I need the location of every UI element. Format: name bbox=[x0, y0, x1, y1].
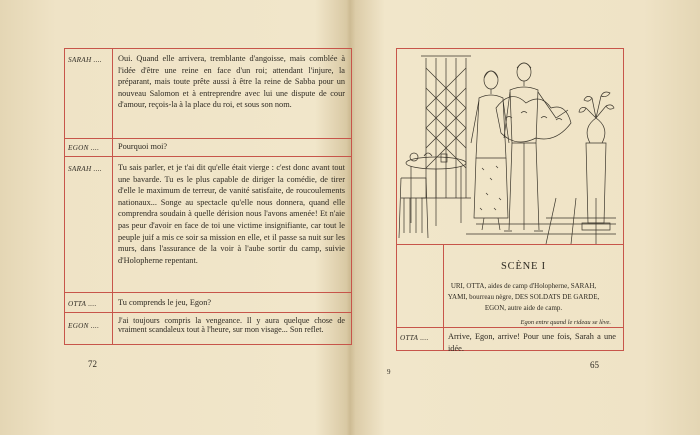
cast-line: URI, OTTA, aides de camp d'Holopherne, SARAH, bbox=[450, 282, 597, 290]
dialogue-text: J'ai toujours compris la vengeance. Il y aura quelque chose de vraiment scandaleux tout à l'heure, sur mon visage... Son reflet. bbox=[118, 316, 345, 335]
dialogue-text: Tu sais parler, et je t'ai dit qu'elle était vierge : c'est donc avant tout une bavarde. Tu es le plus capable de diriger la comédie, de tirer d'elle le maximum de terreur, de vanité satisfaite, de roucoulements nationaux... Songe au spectacle qu'elle nous donnera, quand elle comprendra soudain à quelle dérision nous l'avons amenée! Et n'aie pas peur d'avoir en face de toi une victime insignifiante, car tout le peuple juif a mis ce soir sa mission en elle, et il passe sa nuit sur les murs, dans l'assurance de la voir à l'aube sortir du camp, suivie d'Holopherne repentant. bbox=[118, 163, 345, 265]
scene-title: SCÈNE I bbox=[501, 261, 546, 272]
cast-line: YAMI, bourreau nègre, DES SOLDATS DE GARDE, bbox=[447, 293, 600, 301]
left-speaker-divider bbox=[112, 48, 113, 344]
illustration-rule bbox=[396, 244, 623, 245]
cast-line: EGON, autre aide de camp. bbox=[484, 304, 563, 312]
gutter-mark: 9 bbox=[387, 368, 391, 376]
stage-direction: Egon entre quand le rideau se lève. bbox=[520, 319, 611, 326]
dialogue-text: Oui. Quand elle arrivera, tremblante d'angoisse, mais comblée à l'idée d'être une reine en face d'un roi; attendant l'injure, la préparant, mais toute prête aussi à être la reine de Sabba pour un nouveau Salomon et à entreprendre avec lui une dispute de cour d'amour, reçois-la à la place du roi, et sous son nom. bbox=[118, 54, 345, 110]
left-row-rule bbox=[64, 138, 351, 139]
left-row-rule bbox=[64, 156, 351, 157]
dialogue-text: Pourquoi moi? bbox=[118, 142, 168, 151]
speaker-label: SARAH .... bbox=[68, 165, 102, 173]
illustration-drawing bbox=[396, 48, 616, 244]
speaker-label: OTTA .... bbox=[68, 300, 97, 308]
left-row-rule bbox=[64, 312, 351, 313]
page-number-left: 72 bbox=[88, 359, 97, 369]
speaker-label: EGON .... bbox=[68, 144, 100, 152]
speaker-label: EGON .... bbox=[68, 322, 100, 330]
speaker-label: OTTA .... bbox=[400, 334, 429, 342]
dialogue-text: Arrive, Egon, arrive! Pour une fois, Sarah a une idée. bbox=[448, 332, 616, 353]
speaker-label: SARAH .... bbox=[68, 56, 102, 64]
left-row-rule bbox=[64, 292, 351, 293]
dialogue-text: Tu comprends le jeu, Egon? bbox=[118, 298, 212, 307]
scene-illustration bbox=[396, 48, 616, 244]
page-number-right: 65 bbox=[590, 360, 599, 370]
